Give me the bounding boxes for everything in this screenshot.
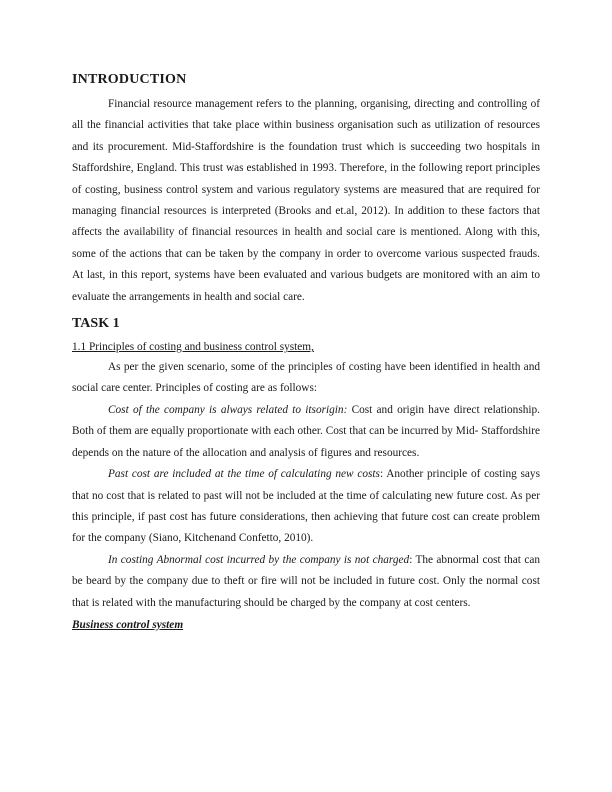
introduction-heading: INTRODUCTION bbox=[72, 72, 187, 87]
principle-body-1: Cost and origin have direct relationship. Both of them are equally proportionate with each other. Cost that can be incurred by Mid- Staffordshire depends on the nature of the allocation and analysis of figures and resources. bbox=[72, 403, 540, 459]
principle-paragraph-1 bbox=[72, 400, 540, 464]
principle-body-2: : Another principle of costing says that no cost that is related to past will not be included at the time of calculating new future cost. As per this principle, if past cost has future considerations, then achieving that future cost can create problem for the company (Siano, Kitchenand Confetto, 2010). bbox=[72, 468, 540, 545]
task1-intro-paragraph: As per the given scenario, some of the principles of costing have been identified in health and social care center. Principles of costing are as follows: bbox=[72, 361, 540, 395]
principle-body-3: : The abnormal cost that can be beard by the company due to theft or fire will not be included in future cost. Only the normal cost that is related with the manufacturing should be charged by the company at cost centers. bbox=[72, 553, 540, 609]
principle-lead-1: Cost of the company is always related to itsorigin: bbox=[108, 403, 348, 416]
principle-lead-2: Past cost are included at the time of calculating new costs bbox=[108, 468, 380, 481]
introduction-paragraph: Financial resource management refers to the planning, organising, directing and controlling of all the financial activities that take place within business organisation such as utilization of resources and its procurement. Mid-Staffordshire is the foundation trust which is succeeding two hospitals in Staffordshire, England. This trust was established in 1993. Therefore, in the following report principles of costing, business control system and various regulatory systems are measured that are required for managing financial resources is interpreted (Brooks and et.al, 2012). In addition to these factors that affects the availability of financial resources in health and social care is mentioned. Along with this, some of the actions that can be taken by the company in order to overcome various suspected frauds. At last, in this report, systems have been evaluated and various budgets are monitored with an aim to evaluate the arrangements in health and social care. bbox=[72, 98, 540, 303]
business-control-heading: Business control system bbox=[72, 618, 184, 631]
principle-paragraph-2 bbox=[72, 464, 540, 550]
principle-paragraph-3 bbox=[72, 550, 540, 614]
task1-heading: TASK 1 bbox=[72, 316, 120, 332]
task1-subheading: 1.1 Principles of costing and business control system, bbox=[72, 341, 314, 354]
document-page bbox=[72, 70, 540, 636]
principle-lead-3: In costing Abnormal cost incurred by the company is not charged bbox=[108, 553, 410, 566]
